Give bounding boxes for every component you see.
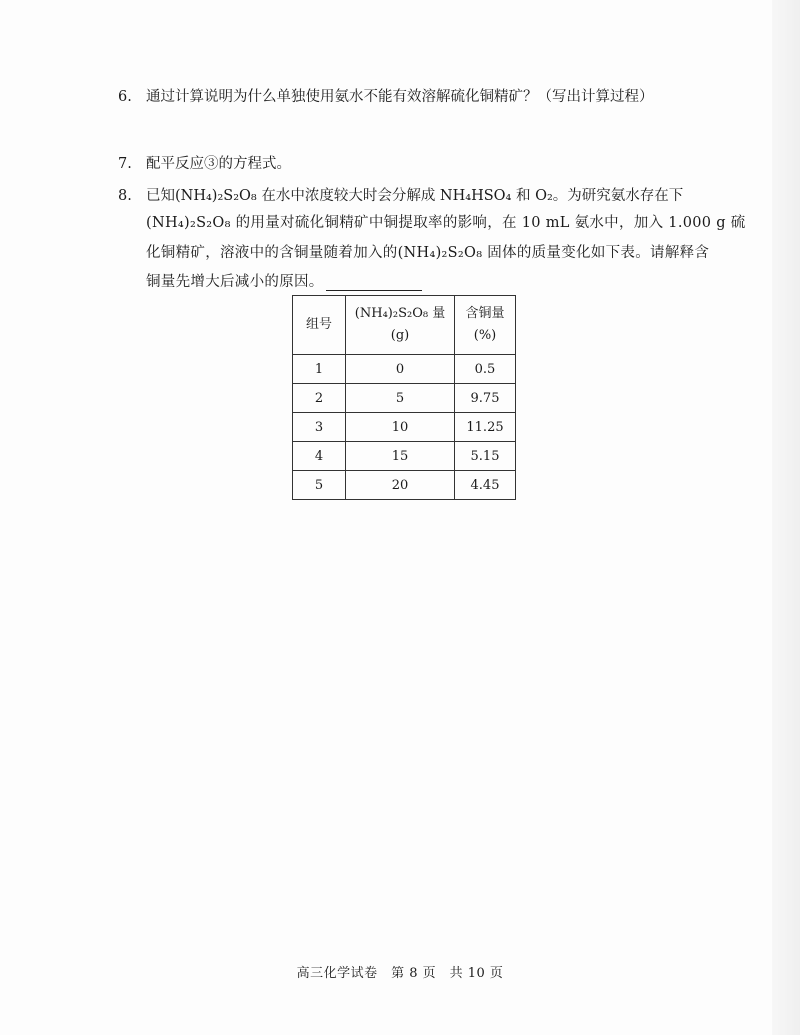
cell-amount: 20 xyxy=(346,471,455,500)
cell-amount: 10 xyxy=(346,413,455,442)
question-7 xyxy=(118,155,291,173)
cell-group: 1 xyxy=(293,355,346,384)
header-copper-label: 含铜量 xyxy=(465,306,505,321)
question-8-line-3: 化铜精矿，溶液中的含铜量随着加入的(NH₄)₂S₂O₈ 固体的质量变化如下表。请解释含 xyxy=(146,245,710,261)
table-header-row xyxy=(293,296,516,355)
cell-copper: 9.75 xyxy=(455,384,516,413)
question-7-text: 配平反应③的方程式。 xyxy=(146,156,291,172)
header-copper xyxy=(455,296,516,355)
table-row xyxy=(293,442,516,471)
question-6-text: 通过计算说明为什么单独使用氨水不能有效溶解硫化铜精矿？（写出计算过程） xyxy=(146,89,654,105)
question-8-line-1: 已知(NH₄)₂S₂O₈ 在水中浓度较大时会分解成 NH₄HSO₄ 和 O₂。为研究氨水存在下 xyxy=(146,188,684,204)
cell-copper: 0.5 xyxy=(455,355,516,384)
cell-group: 5 xyxy=(293,471,346,500)
header-group xyxy=(293,296,346,355)
header-copper-unit: (%) xyxy=(473,328,497,343)
table-row xyxy=(293,355,516,384)
cell-group: 3 xyxy=(293,413,346,442)
header-amount-label: (NH₄)₂S₂O₈ 量 xyxy=(354,306,446,321)
page-edge-shadow xyxy=(772,0,800,1035)
question-6-number: 6. xyxy=(118,89,132,105)
question-8-line-4-text: 铜量先增大后减小的原因。 xyxy=(146,274,324,290)
cell-group: 2 xyxy=(293,384,346,413)
question-8-line-4 xyxy=(146,273,422,291)
cell-copper: 4.45 xyxy=(455,471,516,500)
cell-amount: 15 xyxy=(346,442,455,471)
question-7-number: 7. xyxy=(118,156,132,172)
copper-content-table xyxy=(292,295,516,500)
table-row xyxy=(293,384,516,413)
table-row xyxy=(293,413,516,442)
question-8-line-2: (NH₄)₂S₂O₈ 的用量对硫化铜精矿中铜提取率的影响，在 10 mL 氨水中，加入 1.000 g 硫 xyxy=(146,215,746,231)
header-amount xyxy=(346,296,455,355)
cell-amount: 0 xyxy=(346,355,455,384)
page-footer: 高三化学试卷 第 8 页 共 10 页 xyxy=(296,966,504,981)
question-8-number: 8. xyxy=(118,188,132,204)
cell-copper: 5.15 xyxy=(455,442,516,471)
header-amount-unit: (g) xyxy=(390,328,410,343)
cell-amount: 5 xyxy=(346,384,455,413)
header-group-label: 组号 xyxy=(305,317,332,332)
table-row xyxy=(293,471,516,500)
question-8 xyxy=(118,187,683,205)
answer-blank[interactable] xyxy=(326,276,422,291)
question-6 xyxy=(118,88,654,106)
cell-copper: 11.25 xyxy=(455,413,516,442)
cell-group: 4 xyxy=(293,442,346,471)
